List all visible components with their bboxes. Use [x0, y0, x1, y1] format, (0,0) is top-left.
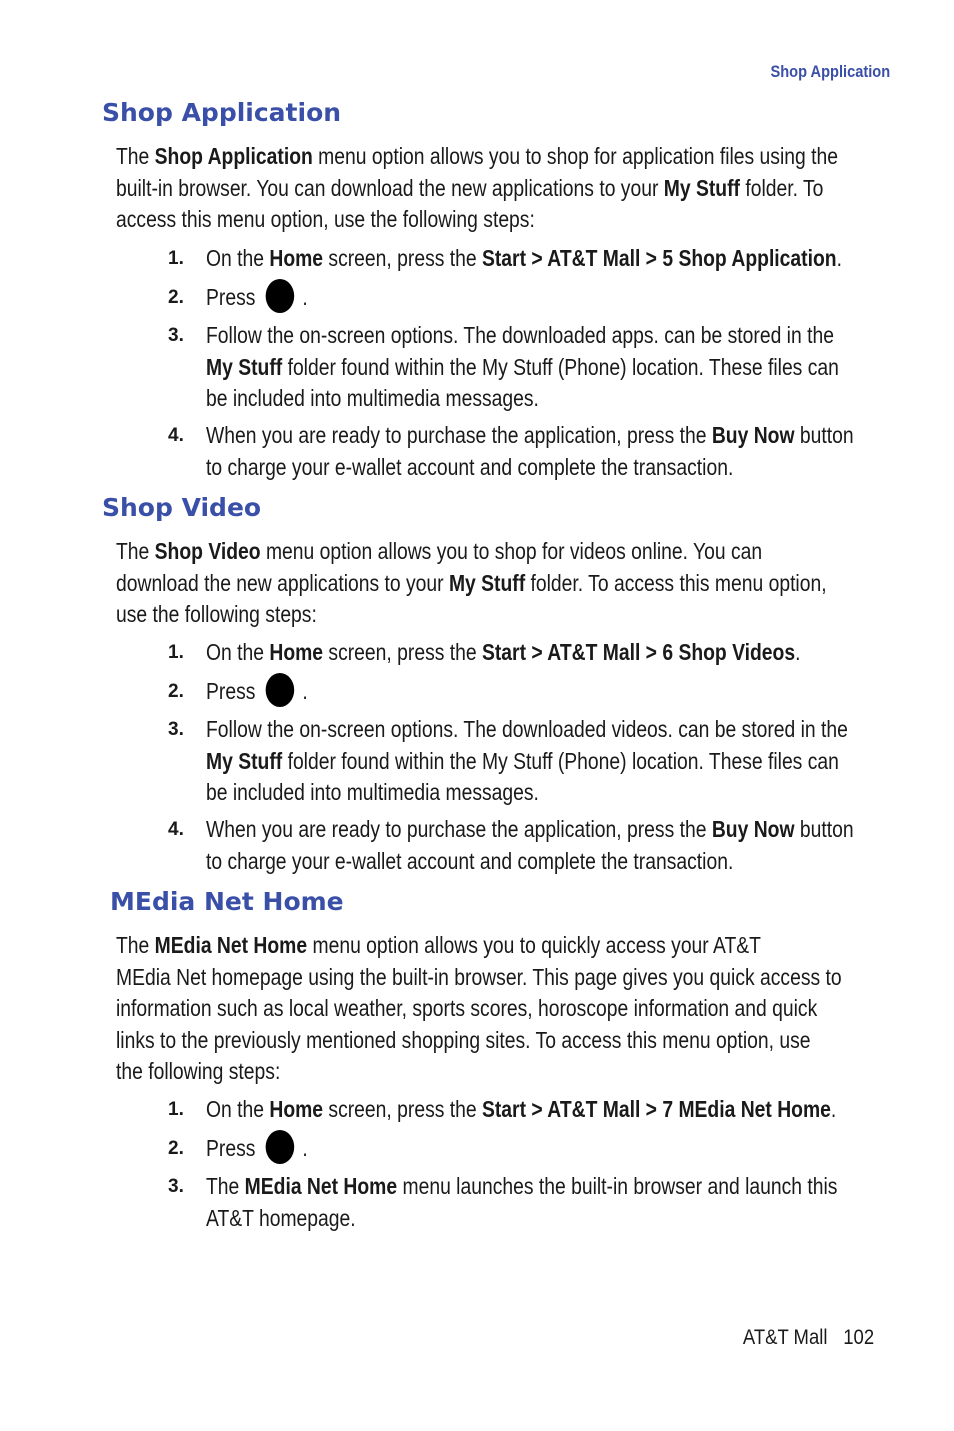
center-key-icon [265, 673, 294, 707]
step-line [206, 637, 954, 668]
intro-line [116, 930, 954, 961]
step-number: 1. [168, 1099, 184, 1120]
step-number: 3. [168, 325, 184, 346]
text-run: AT&T homepage. [206, 1204, 356, 1231]
text-run: menu launches the built-in browser and launch this [397, 1173, 838, 1199]
intro-line [116, 173, 954, 204]
step-line [206, 1203, 954, 1234]
step-number: 3. [168, 1176, 184, 1197]
text-run: to charge your e-wallet account and complete the transaction. [206, 847, 734, 874]
step-number: 4. [168, 819, 184, 840]
step-line [206, 814, 954, 845]
step-number: 2. [168, 1138, 184, 1159]
footer-chapter: AT&T Mall [742, 1326, 828, 1349]
running-header: Shop Application [770, 62, 890, 81]
intro-line [116, 993, 954, 1024]
bold-term: Buy Now [711, 422, 795, 448]
text-run: . [836, 245, 842, 271]
text-run: . [830, 1096, 837, 1122]
text-run: Follow the on-screen options. The downloaded apps. can be stored in the [206, 322, 834, 348]
step-press-line [206, 282, 954, 313]
text-run: screen, press the [323, 1096, 482, 1122]
page-footer [743, 1326, 874, 1350]
step-line [206, 746, 954, 777]
step-number: 2. [168, 681, 184, 702]
text-run: be included into multimedia messages. [206, 779, 539, 805]
bold-term: MEdia Net Home [244, 1173, 398, 1199]
bold-term: Start > AT&T Mall > 5 Shop Application [481, 245, 837, 271]
text-run: menu option allows you to shop for application files using the [312, 143, 838, 169]
text-run: access this menu option, use the following steps: [116, 206, 535, 232]
text-run: links to the previously mentioned shopping sites. To access this menu option, use [116, 1026, 811, 1053]
text-run: On the [206, 1096, 270, 1122]
bold-term: Home [269, 245, 324, 271]
press-text: Press [206, 678, 256, 705]
press-period: . [302, 1135, 308, 1162]
bold-term: My Stuff [448, 569, 526, 596]
step-number: 2. [168, 287, 184, 308]
bold-term: Home [269, 639, 324, 665]
section-title: Shop Application [102, 98, 342, 127]
step-press-line [206, 676, 954, 707]
step-line [206, 846, 954, 877]
step-number: 4. [168, 425, 184, 446]
intro-line [116, 141, 954, 172]
step-line [206, 452, 954, 483]
text-run: use the following steps: [116, 601, 317, 627]
text-run: screen, press the [323, 245, 482, 271]
bold-term: Start > AT&T Mall > 6 Shop Videos [481, 639, 796, 665]
text-run: On the [206, 245, 270, 271]
center-key-icon [265, 1130, 294, 1164]
text-run: the following steps: [116, 1058, 281, 1084]
intro-line [116, 599, 954, 630]
step-number: 3. [168, 719, 184, 740]
text-run: to charge your e-wallet account and complete the transaction. [206, 453, 734, 480]
text-run: button [794, 816, 854, 842]
center-key-icon [265, 279, 294, 313]
bold-term: My Stuff [663, 174, 740, 201]
text-run: folder found within the My Stuff (Phone) location. These files can [282, 353, 839, 380]
bold-term: Shop Video [154, 538, 261, 564]
step-line [206, 1171, 954, 1202]
bold-term: Buy Now [711, 816, 795, 842]
bold-term: My Stuff [206, 747, 283, 774]
intro-line [116, 536, 954, 567]
text-run: When you are ready to purchase the application, press the [206, 422, 712, 448]
text-run: On the [206, 639, 270, 665]
text-run: . [795, 639, 801, 665]
intro-line [116, 1025, 954, 1056]
bold-term: Shop Application [154, 143, 313, 169]
text-run: be included into multimedia messages. [206, 385, 539, 411]
bold-term: Start > AT&T Mall > 7 MEdia Net Home [481, 1096, 831, 1122]
step-line [206, 320, 954, 351]
intro-line [116, 204, 954, 235]
text-run: When you are ready to purchase the application, press the [206, 816, 712, 842]
step-line [206, 383, 954, 414]
step-line [206, 352, 954, 383]
step-line [206, 420, 954, 451]
text-run: The [206, 1173, 245, 1199]
text-run: information such as local weather, sports scores, horoscope information and quick [116, 995, 818, 1021]
text-run: Follow the on-screen options. The downloaded videos. can be stored in the [206, 716, 848, 742]
text-run: The [116, 143, 155, 169]
bold-term: My Stuff [206, 353, 283, 380]
intro-line [116, 1056, 954, 1087]
step-line [206, 1094, 954, 1125]
intro-line [116, 962, 954, 993]
text-run: folder. To access this menu option, [525, 569, 827, 596]
section-title: MEdia Net Home [110, 887, 344, 916]
press-period: . [302, 284, 308, 311]
intro-line [116, 568, 954, 599]
bold-term: MEdia Net Home [154, 932, 308, 958]
press-text: Press [206, 284, 256, 311]
bold-term: Home [269, 1096, 324, 1122]
step-line [206, 243, 954, 274]
text-run: menu option allows you to shop for videos online. You can [260, 538, 763, 564]
step-number: 1. [168, 642, 184, 663]
section-title: Shop Video [102, 493, 262, 522]
text-run: The [116, 538, 155, 564]
text-run: folder. To [739, 174, 824, 201]
text-run: menu option allows you to quickly access your AT&T [307, 932, 761, 958]
text-run: built-in browser. You can download the new applications to your [116, 174, 664, 201]
step-press-line [206, 1133, 954, 1164]
text-run: folder found within the My Stuff (Phone) location. These files can [282, 747, 839, 774]
step-line [206, 714, 954, 745]
text-run: The [116, 932, 155, 958]
step-number: 1. [168, 248, 184, 269]
press-text: Press [206, 1135, 256, 1162]
text-run: MEdia Net homepage using the built-in browser. This page gives you quick access to [116, 963, 842, 990]
text-run: download the new applications to your [116, 569, 449, 596]
text-run: button [794, 422, 854, 448]
page-number: 102 [843, 1326, 874, 1349]
step-line [206, 777, 954, 808]
press-period: . [302, 678, 308, 705]
text-run: screen, press the [323, 639, 482, 665]
